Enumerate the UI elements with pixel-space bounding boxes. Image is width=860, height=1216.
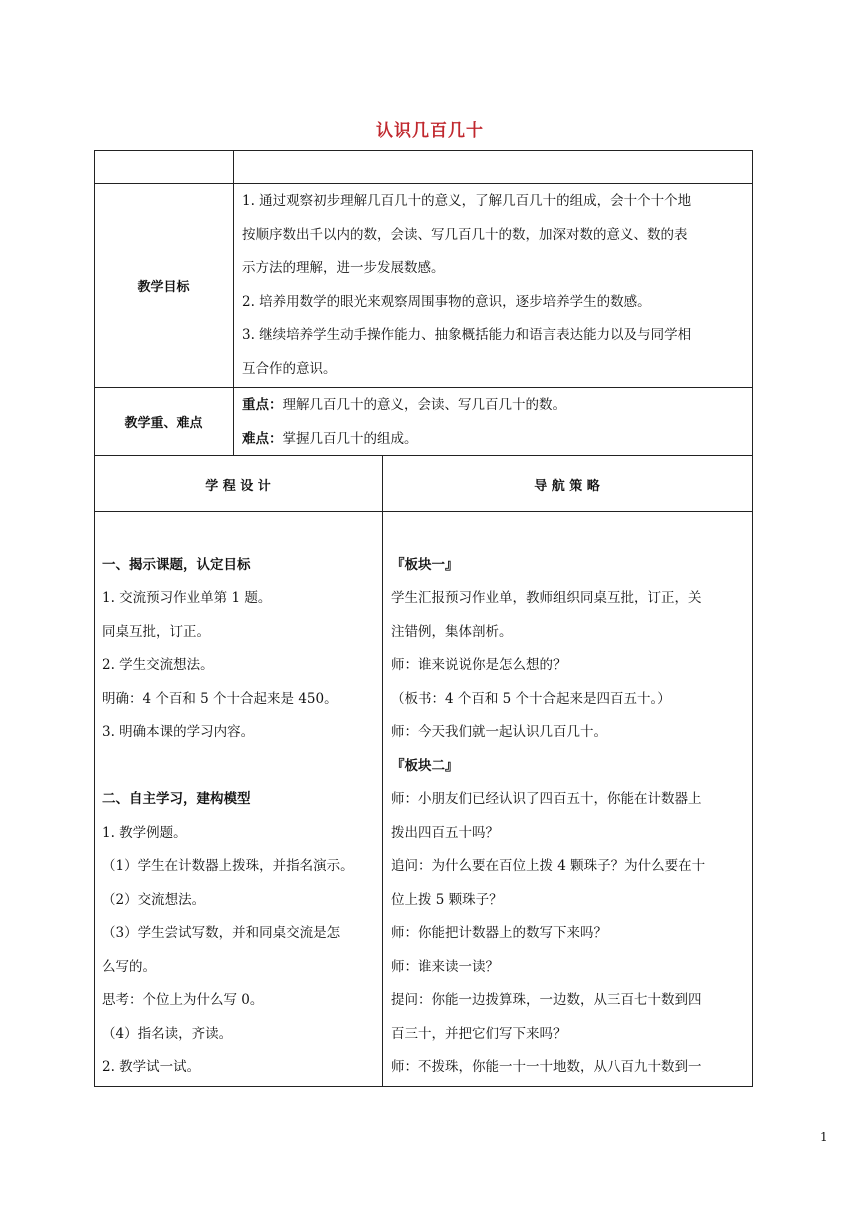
difficulty-text: 掌握几百几十的组成。 — [282, 430, 418, 447]
content-line: 拨出四百五十吗？ — [391, 824, 499, 841]
difficulty-label: 难点： — [242, 430, 283, 447]
column-header-left: 学 程 设 计 — [205, 479, 271, 494]
table-border-top — [94, 150, 753, 151]
content-line: 师：你能把计数器上的数写下来吗？ — [391, 925, 607, 941]
keypoints-text — [242, 389, 566, 456]
content-line: 思考：个位上为什么写 0。 — [102, 992, 264, 1008]
table-column-divider — [233, 150, 234, 456]
content-line: 3. 明确本课的学习内容。 — [102, 724, 255, 740]
content-line: 师：今天我们就一起认识几百几十。 — [391, 724, 607, 740]
content-line: 提问：你能一边拨算珠，一边数，从三百七十数到四 — [391, 992, 702, 1008]
content-line: 么写的。 — [102, 958, 156, 975]
content-line: （4）指名读，齐读。 — [102, 1025, 233, 1042]
content-line: （1）学生在计数器上拨珠，并指名演示。 — [102, 858, 354, 874]
focus-line — [242, 389, 566, 423]
table-border-bottom — [94, 1086, 753, 1087]
content-line: 2. 学生交流想法。 — [102, 657, 214, 673]
content-line: 追问：为什么要在百位上拨 4 颗珠子？为什么要在十 — [391, 858, 706, 874]
content-line: 1. 教学例题。 — [102, 824, 187, 841]
difficulty-line — [242, 423, 566, 457]
content-line: 师：不拨珠，你能一十一十地数，从八百九十数到一 — [391, 1059, 702, 1075]
content-line — [391, 515, 705, 549]
content-line: 师：谁来读一读？ — [391, 958, 499, 975]
content-line: 明确：4 个百和 5 个十合起来是 450。 — [102, 690, 338, 707]
content-line: 1. 交流预习作业单第 1 题。 — [102, 590, 272, 606]
table-column-divider — [382, 455, 383, 1087]
focus-label: 重点： — [242, 397, 283, 413]
content-line: （板书：4 个百和 5 个十合起来是四百五十。） — [391, 690, 671, 707]
objectives-line: 示方法的理解，进一步发展数感。 — [242, 260, 445, 276]
content-line: 百三十，并把它们写下来吗？ — [391, 1025, 567, 1042]
objectives-text — [242, 185, 691, 386]
content-line: 位上拨 5 颗珠子？ — [391, 891, 503, 908]
objectives-line: 3. 继续培养学生动手操作能力、抽象概括能力和语言表达能力以及与同学相 — [242, 327, 692, 343]
column-header-right: 导 航 策 略 — [534, 479, 600, 494]
objectives-line: 1. 通过观察初步理解几百几十的意义，了解几百几十的组成，会十个十个地 — [242, 193, 692, 209]
focus-text: 理解几百几十的意义，会读、写几百几十的数。 — [282, 397, 566, 413]
keypoints-label: 教学重、难点 — [124, 416, 203, 431]
table-border-right — [752, 150, 753, 1087]
content-line: （3）学生尝试写数，并和同桌交流是怎 — [102, 925, 341, 941]
content-line — [102, 515, 354, 549]
content-line: 师：谁来说说你是怎么想的？ — [391, 657, 567, 673]
table-divider — [94, 511, 753, 512]
teaching-strategy-column — [391, 515, 705, 1085]
learning-process-column — [102, 515, 354, 1085]
content-line: 同桌互批，订正。 — [102, 623, 210, 640]
table-divider — [94, 387, 753, 388]
content-line: 师：小朋友们已经认识了四百五十，你能在计数器上 — [391, 791, 702, 807]
objectives-line: 按顺序数出千以内的数，会读、写几百几十的数，加深对数的意义、数的表 — [242, 226, 688, 243]
objectives-label: 教学目标 — [137, 280, 190, 295]
content-line — [102, 750, 354, 784]
content-line: 学生汇报预习作业单，教师组织同桌互批，订正，关 — [391, 590, 702, 606]
document-title: 认识几百几十 — [376, 121, 484, 141]
content-line: （2）交流想法。 — [102, 891, 206, 908]
section-heading: 二、自主学习，建构模型 — [102, 791, 251, 807]
table-divider — [94, 183, 753, 184]
section-heading: 『板块二』 — [391, 757, 459, 774]
page-number: 1 — [820, 1130, 828, 1144]
objectives-line: 2. 培养用数学的眼光来观察周围事物的意识，逐步培养学生的数感。 — [242, 293, 651, 310]
content-line: 注错例，集体剖析。 — [391, 623, 513, 640]
section-heading: 一、揭示课题，认定目标 — [102, 556, 251, 573]
section-heading: 『板块一』 — [391, 556, 459, 573]
objectives-line: 互合作的意识。 — [242, 360, 337, 377]
content-line: 2. 教学试一试。 — [102, 1059, 201, 1075]
